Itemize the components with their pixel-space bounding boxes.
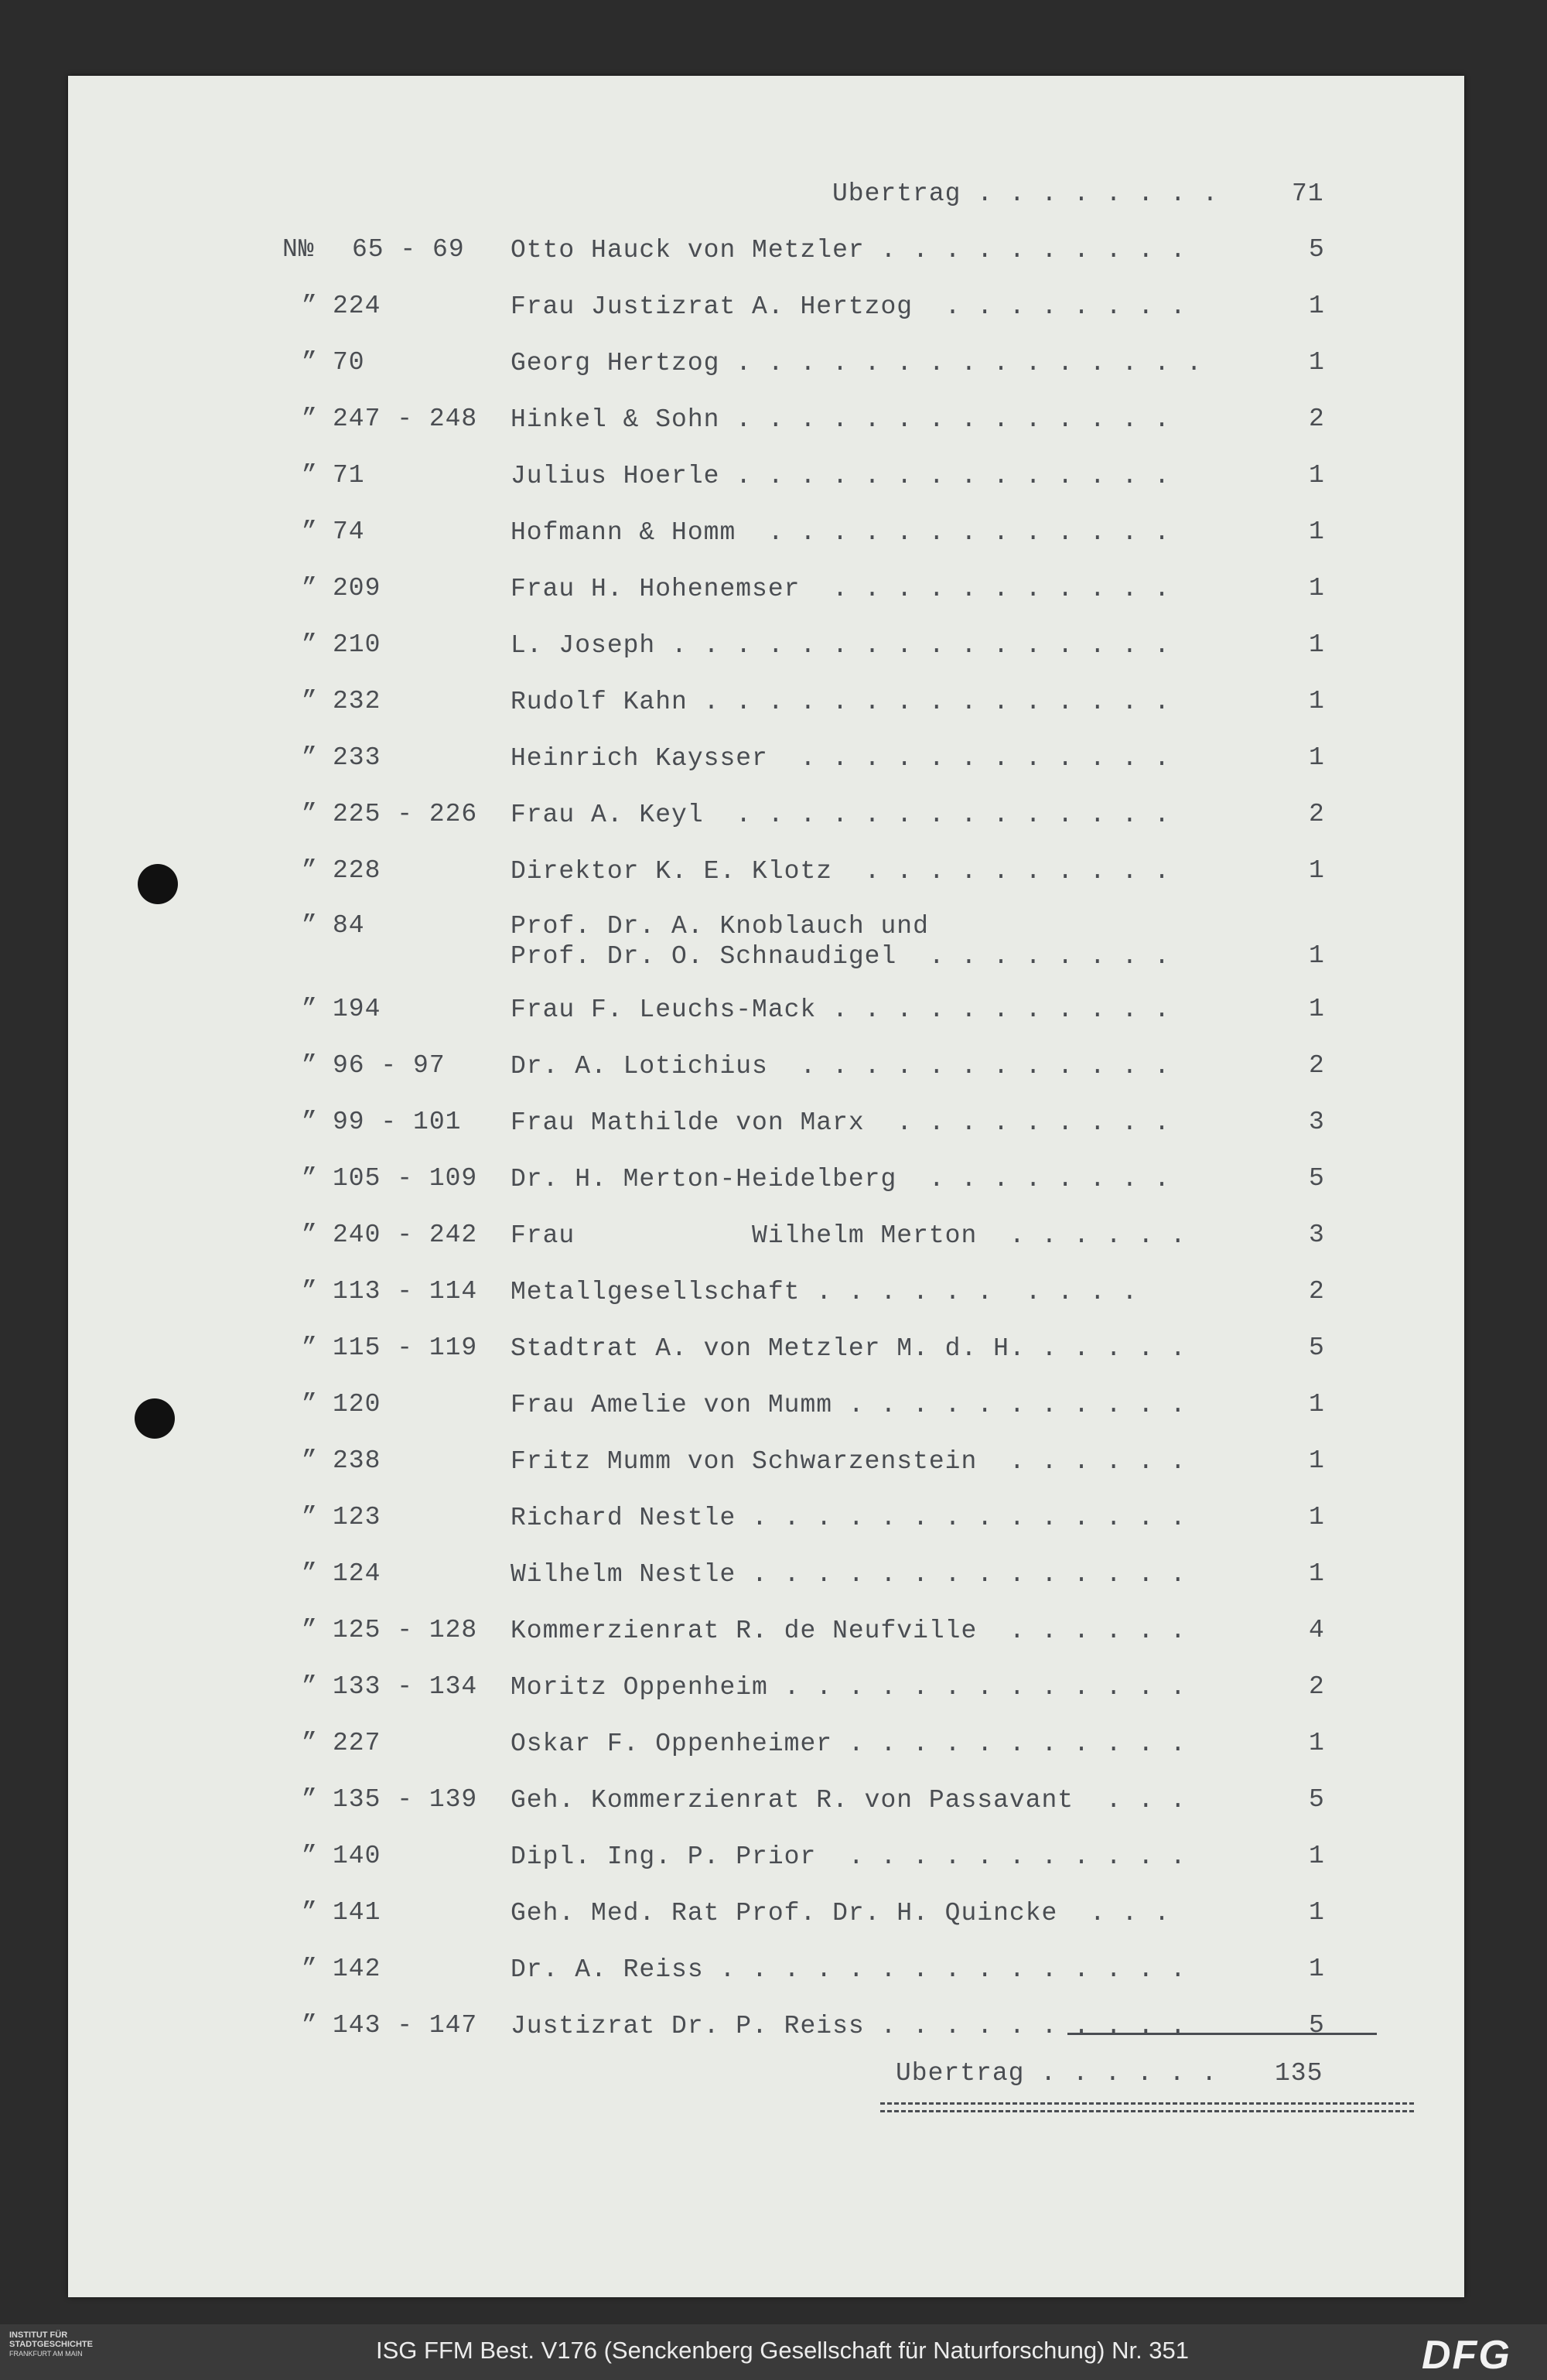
ditto-mark: ” xyxy=(302,800,318,828)
ditto-mark: ” xyxy=(302,911,318,940)
entry-ref: 71 xyxy=(333,461,365,490)
entry-value: 2 xyxy=(1309,1051,1325,1080)
entry-value: 1 xyxy=(1309,292,1325,320)
entry-value: 1 xyxy=(1309,1842,1325,1870)
entry-value: 1 xyxy=(1309,1898,1325,1927)
entry-ref: 225 - 226 xyxy=(333,800,478,828)
entry-row xyxy=(0,995,1547,1041)
entry-value: 5 xyxy=(1309,2011,1325,2040)
ditto-mark: ” xyxy=(302,1955,318,1983)
ditto-mark: ” xyxy=(302,1616,318,1644)
entry-value: 5 xyxy=(1309,1333,1325,1362)
ditto-mark: ” xyxy=(302,687,318,715)
entry-value: 2 xyxy=(1309,1277,1325,1306)
entry-name: Direktor K. E. Klotz . . . . . . . . . . xyxy=(511,857,1170,886)
entry-ref: 142 xyxy=(333,1955,381,1983)
ditto-mark: ” xyxy=(302,2011,318,2040)
entry-name: Julius Hoerle . . . . . . . . . . . . . . xyxy=(511,462,1170,490)
ditto-mark: ” xyxy=(302,1446,318,1475)
entry-row xyxy=(0,1898,1547,1945)
entry-ref: 125 - 128 xyxy=(333,1616,478,1644)
ditto-mark: ” xyxy=(302,1729,318,1757)
entry-name: Dipl. Ing. P. Prior . . . . . . . . . . . xyxy=(511,1842,1187,1871)
entry-value: 1 xyxy=(1309,1503,1325,1531)
entry-name: Stadtrat A. von Metzler M. d. H. . . . . . xyxy=(511,1334,1187,1363)
carry-forward-value: 71 xyxy=(1292,179,1324,208)
entry-row xyxy=(0,1446,1547,1493)
entry-name: Dr. A. Reiss . . . . . . . . . . . . . . . xyxy=(511,1955,1187,1984)
ditto-mark: ” xyxy=(302,517,318,546)
double-rule xyxy=(880,2110,1414,2112)
entry-ref: 209 xyxy=(333,574,381,603)
entry-value: 5 xyxy=(1309,1785,1325,1814)
entry-name: Hofmann & Homm . . . . . . . . . . . . . xyxy=(511,518,1170,547)
entry-name: Frau A. Keyl . . . . . . . . . . . . . . xyxy=(511,801,1170,829)
entry-value: 4 xyxy=(1309,1616,1325,1644)
entry-row xyxy=(0,856,1547,903)
entry-ref: 227 xyxy=(333,1729,381,1757)
entry-name: Frau F. Leuchs-Mack . . . . . . . . . . . xyxy=(511,995,1170,1024)
entry-ref: 135 - 139 xyxy=(333,1785,478,1814)
entry-value: 2 xyxy=(1309,1672,1325,1701)
entry-row xyxy=(0,574,1547,620)
entry-name: Metallgesellschaft . . . . . . . . . . xyxy=(511,1278,1139,1306)
entry-row xyxy=(0,911,1547,971)
entry-row xyxy=(0,1333,1547,1380)
entry-name: Frau Mathilde von Marx . . . . . . . . . xyxy=(511,1108,1170,1137)
entry-value: 1 xyxy=(1309,517,1325,546)
entry-ref: 228 xyxy=(333,856,381,885)
ditto-mark: ” xyxy=(302,292,318,320)
entry-row xyxy=(0,800,1547,846)
entry-row xyxy=(0,1729,1547,1775)
entry-value: 1 xyxy=(1309,995,1325,1023)
entry-value: 1 xyxy=(1309,687,1325,715)
entry-name: Hinkel & Sohn . . . . . . . . . . . . . . xyxy=(511,405,1170,434)
entry-name: Wilhelm Nestle . . . . . . . . . . . . . . xyxy=(511,1560,1187,1589)
ditto-mark: ” xyxy=(302,1390,318,1419)
entry-name: Richard Nestle . . . . . . . . . . . . . . xyxy=(511,1504,1187,1532)
entry-ref: 65 - 69 xyxy=(352,235,465,264)
entry-ref: 240 - 242 xyxy=(333,1221,478,1249)
ditto-mark: ” xyxy=(302,743,318,772)
entry-row xyxy=(0,461,1547,507)
entry-row xyxy=(0,743,1547,790)
entry-value: 1 xyxy=(1309,1446,1325,1475)
ditto-mark: ” xyxy=(302,1221,318,1249)
entry-row xyxy=(0,405,1547,451)
entry-ref: 70 xyxy=(333,348,365,377)
entry-name: Frau Justizrat A. Hertzog . . . . . . . . xyxy=(511,292,1187,321)
entry-row xyxy=(0,292,1547,338)
entry-ref: 224 xyxy=(333,292,381,320)
entry-value: 1 xyxy=(1309,1729,1325,1757)
entry-row xyxy=(0,1955,1547,2001)
entry-ref: 96 - 97 xyxy=(333,1051,446,1080)
entry-row xyxy=(0,687,1547,733)
ditto-mark: ” xyxy=(302,461,318,490)
entry-name: Heinrich Kaysser . . . . . . . . . . . . xyxy=(511,744,1170,773)
entry-value: 1 xyxy=(1309,348,1325,377)
institution-logo: INSTITUT FÜR STADTGESCHICHTE FRANKFURT AM MAIN xyxy=(9,2330,93,2358)
ditto-mark: ” xyxy=(302,1333,318,1362)
entry-name: L. Joseph . . . . . . . . . . . . . . . . xyxy=(511,631,1170,660)
entry-row xyxy=(0,1672,1547,1719)
entry-ref: 105 - 109 xyxy=(333,1164,478,1193)
entry-name: Geh. Med. Rat Prof. Dr. H. Quincke . . . xyxy=(511,1899,1170,1928)
carry-over-label: Ubertrag . . . . . . xyxy=(896,2059,1218,2088)
entry-ref: 120 xyxy=(333,1390,381,1419)
entry-value: 2 xyxy=(1309,405,1325,433)
entry-value: 3 xyxy=(1309,1108,1325,1136)
archive-caption: ISG FFM Best. V176 (Senckenberg Gesellschaft für Naturforschung) Nr. 351 xyxy=(376,2337,1190,2364)
entry-value: 2 xyxy=(1309,800,1325,828)
entry-ref: 74 xyxy=(333,517,365,546)
double-rule xyxy=(880,2102,1414,2105)
ditto-mark: ” xyxy=(302,1559,318,1588)
carry-forward-label: Ubertrag . . . . . . . . xyxy=(832,179,1219,208)
entry-ref: 232 xyxy=(333,687,381,715)
entry-name: Frau H. Hohenemser . . . . . . . . . . . xyxy=(511,575,1170,603)
entry-ref: 123 xyxy=(333,1503,381,1531)
entry-row xyxy=(0,1390,1547,1436)
ditto-mark: ” xyxy=(302,1051,318,1080)
ditto-mark: ” xyxy=(302,1503,318,1531)
entry-value: 1 xyxy=(1309,1390,1325,1419)
entry-ref: 113 - 114 xyxy=(333,1277,478,1306)
entry-ref: 115 - 119 xyxy=(333,1333,478,1362)
ditto-mark: ” xyxy=(302,995,318,1023)
entry-ref: 210 xyxy=(333,630,381,659)
archive-footer xyxy=(0,2324,1547,2380)
entry-row xyxy=(0,1164,1547,1210)
entry-row xyxy=(0,1503,1547,1549)
entry-ref: 247 - 248 xyxy=(333,405,478,433)
entry-name: Frau Wilhelm Merton . . . . . . xyxy=(511,1221,1187,1250)
entry-row xyxy=(0,1559,1547,1606)
entry-row xyxy=(0,235,1547,282)
entry-value: 1 xyxy=(1309,941,1325,970)
entry-name: Dr. A. Lotichius . . . . . . . . . . . . xyxy=(511,1052,1170,1081)
entry-name: Kommerzienrat R. de Neufville . . . . . . xyxy=(511,1617,1187,1645)
entry-ref: 133 - 134 xyxy=(333,1672,478,1701)
ditto-mark: ” xyxy=(302,574,318,603)
entry-value: 1 xyxy=(1309,574,1325,603)
entry-ref: 141 xyxy=(333,1898,381,1927)
entry-row xyxy=(0,1842,1547,1888)
entry-value: 1 xyxy=(1309,630,1325,659)
entry-value: 3 xyxy=(1309,1221,1325,1249)
ditto-mark: N№ xyxy=(282,235,315,264)
entry-name: Rudolf Kahn . . . . . . . . . . . . . . . xyxy=(511,688,1170,716)
ditto-mark: ” xyxy=(302,1898,318,1927)
entry-ref: 140 xyxy=(333,1842,381,1870)
entry-name: Justizrat Dr. P. Reiss . . . . . . . . . . xyxy=(511,2012,1187,2040)
ditto-mark: ” xyxy=(302,1277,318,1306)
sum-underline xyxy=(1067,2033,1377,2035)
ditto-mark: ” xyxy=(302,1164,318,1193)
entry-row xyxy=(0,1108,1547,1154)
ditto-mark: ” xyxy=(302,348,318,377)
entry-ref: 84 xyxy=(333,911,365,940)
entry-name: Prof. Dr. A. Knoblauch und Prof. Dr. O. Schnaudigel . . . . . . . . xyxy=(511,912,1170,971)
ditto-mark: ” xyxy=(302,856,318,885)
entry-ref: 238 xyxy=(333,1446,381,1475)
entry-value: 1 xyxy=(1309,1559,1325,1588)
entry-row xyxy=(0,630,1547,677)
entry-ref: 143 - 147 xyxy=(333,2011,478,2040)
entry-ref: 233 xyxy=(333,743,381,772)
entry-value: 5 xyxy=(1309,235,1325,264)
entry-ref: 194 xyxy=(333,995,381,1023)
ditto-mark: ” xyxy=(302,1672,318,1701)
entry-name: Otto Hauck von Metzler . . . . . . . . . . xyxy=(511,236,1187,265)
entry-value: 1 xyxy=(1309,1955,1325,1983)
entry-name: Fritz Mumm von Schwarzenstein . . . . . . xyxy=(511,1447,1187,1476)
entry-row xyxy=(0,348,1547,394)
entry-value: 1 xyxy=(1309,856,1325,885)
entry-name: Dr. H. Merton-Heidelberg . . . . . . . . xyxy=(511,1165,1170,1193)
entry-value: 1 xyxy=(1309,461,1325,490)
entry-name: Oskar F. Oppenheimer . . . . . . . . . . . xyxy=(511,1730,1187,1758)
entry-row xyxy=(0,1785,1547,1832)
entry-name: Georg Hertzog . . . . . . . . . . . . . . . xyxy=(511,349,1203,377)
ditto-mark: ” xyxy=(302,405,318,433)
entry-value: 1 xyxy=(1309,743,1325,772)
entry-ref: 99 - 101 xyxy=(333,1108,462,1136)
ditto-mark: ” xyxy=(302,1785,318,1814)
entry-row xyxy=(0,1277,1547,1323)
ditto-mark: ” xyxy=(302,1108,318,1136)
entry-ref: 124 xyxy=(333,1559,381,1588)
entry-row xyxy=(0,1051,1547,1098)
ditto-mark: ” xyxy=(302,630,318,659)
entry-name: Geh. Kommerzienrat R. von Passavant . . . xyxy=(511,1786,1187,1815)
entry-row xyxy=(0,1616,1547,1662)
dfg-logo: DFG xyxy=(1422,2333,1511,2378)
entry-name: Moritz Oppenheim . . . . . . . . . . . . . xyxy=(511,1673,1187,1702)
entry-row xyxy=(0,1221,1547,1267)
ditto-mark: ” xyxy=(302,1842,318,1870)
entry-row xyxy=(0,517,1547,564)
entry-value: 5 xyxy=(1309,1164,1325,1193)
entry-name: Frau Amelie von Mumm . . . . . . . . . . . xyxy=(511,1391,1187,1419)
carry-over-value: 135 xyxy=(1275,2059,1323,2088)
